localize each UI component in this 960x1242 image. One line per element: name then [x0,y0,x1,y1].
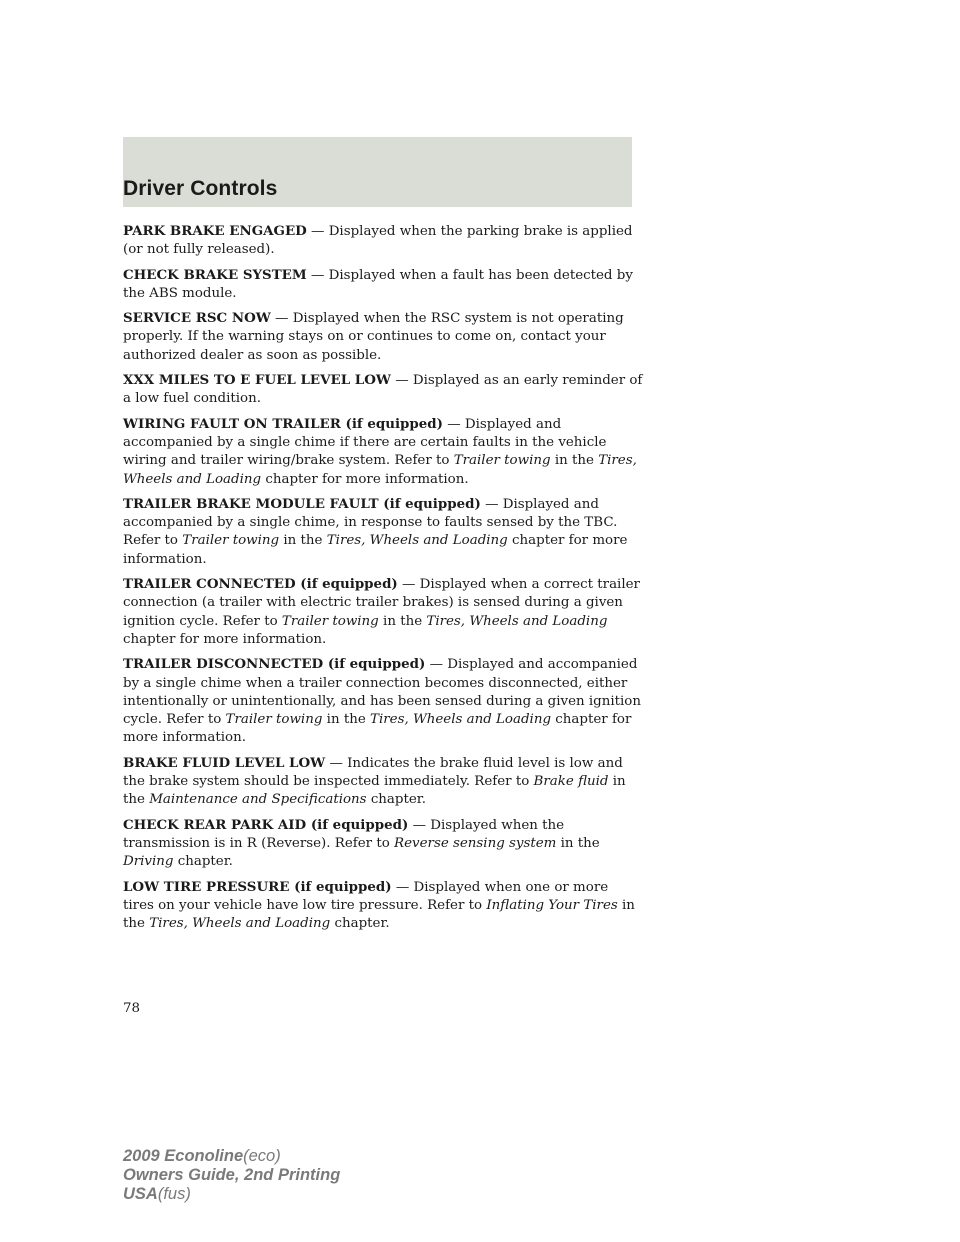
entry-service-rsc-now [123,309,643,365]
entry-text: — Displayed when the transmission is in R (Reverse). Refer to [123,817,565,851]
footer-model-line [123,1147,340,1166]
section-title: Driver Controls [123,177,278,200]
entry-term: TRAILER CONNECTED (if equipped) [123,576,398,593]
chapter-reference: Driving [123,854,174,870]
cross-reference: Trailer towing [453,453,551,469]
entry-term: WIRING FAULT ON TRAILER (if equipped) [123,415,443,432]
cross-reference: Trailer towing [182,533,280,549]
cross-reference: Reverse sensing system [394,835,557,851]
section-header-band [123,137,632,207]
entry-text: in the [283,533,323,549]
entry-term: LOW TIRE PRESSURE (if equipped) [123,878,392,895]
entry-text: chapter. [370,792,426,808]
chapter-reference: Tires, Wheels and Loading [370,712,552,728]
footer-region: USA [123,1185,158,1203]
cross-reference: Trailer towing [225,712,323,728]
entry-text: in the [554,453,594,469]
chapter-reference: Tires, Wheels and Loading [149,916,331,932]
page-number: 78 [123,1001,141,1016]
entry-text: chapter for more information. [123,533,628,567]
entry-fuel-level-low [123,371,643,409]
entry-term: CHECK BRAKE SYSTEM [123,266,307,283]
cross-reference: Trailer towing [281,613,379,629]
entry-text: chapter. [177,854,233,870]
entry-text: in the [383,613,423,629]
chapter-reference: Maintenance and Specifications [149,792,367,808]
chapter-reference: Tires, Wheels and Loading [123,453,637,487]
entry-text: — Displayed as an early reminder of a low fuel condition. [123,373,643,407]
footer-model: 2009 Econoline [123,1147,244,1165]
entry-text: — Displayed when a correct trailer connection (a trailer with electric trailer brakes) is sensed during a given ignition cycle. Refer to [123,577,640,629]
entry-text: chapter for more information. [123,712,632,746]
entry-text: — Displayed and accompanied by a single chime, in response to faults sensed by the TBC. Refer to [123,496,618,549]
entry-text: — Displayed when a fault has been detected by the ABS module. [123,267,633,301]
chapter-reference: Tires, Wheels and Loading [426,613,608,629]
chapter-reference: Tires, Wheels and Loading [326,533,508,549]
footer-region-line [123,1185,340,1204]
entry-text: — Displayed and accompanied by a single chime when a trailer connection becomes disconnected, either intentionally or unintentionally, and has been sensed during a given ignition cycle. Refer to [123,657,641,728]
entry-brake-fluid-level-low [123,754,643,810]
entry-check-rear-park-aid [123,816,643,872]
entry-term: PARK BRAKE ENGAGED [123,223,307,239]
entry-text: in the [123,774,626,808]
cross-reference: Inflating Your Tires [486,897,618,913]
entry-term: XXX MILES TO E FUEL LEVEL LOW [123,372,391,389]
entry-term: CHECK REAR PARK AID (if equipped) [123,816,409,833]
footer-region-code: (fus) [157,1185,191,1203]
entry-text: — Indicates the brake fluid level is low and the brake system should be inspected immediately. Refer to [123,755,623,790]
entry-text: in the [326,712,366,728]
entry-text: — Displayed when the parking brake is applied (or not fully released). [123,224,633,258]
entry-text: chapter for more information. [123,631,327,647]
manual-content [123,222,643,939]
entry-term: BRAKE FLUID LEVEL LOW [123,754,326,771]
entry-text: — Displayed when the RSC system is not operating properly. If the warning stays on or continues to come on, contact your authorized dealer as soon as possible. [123,311,624,363]
entry-term: SERVICE RSC NOW [123,310,271,327]
entry-park-brake-engaged [123,222,643,260]
entry-text: — Displayed when one or more tires on your vehicle have low tire pressure. Refer to [123,879,609,913]
entry-text: in the [123,897,635,932]
cross-reference: Brake fluid [533,774,609,790]
entry-term: TRAILER DISCONNECTED (if equipped) [123,656,426,673]
entry-trailer-disconnected [123,655,643,747]
footer-guide: Owners Guide, 2nd Printing [123,1166,341,1184]
entry-text: — Displayed and accompanied by a single chime if there are certain faults in the vehicle wiring and trailer wiring/brake system. Refer to [123,416,607,469]
entry-term: TRAILER BRAKE MODULE FAULT (if equipped) [123,495,481,512]
entry-check-brake-system [123,266,643,304]
entry-trailer-connected [123,575,643,649]
entry-wiring-fault-on-trailer [123,415,643,489]
footer-model-code: (eco) [243,1147,281,1165]
entry-trailer-brake-module-fault [123,495,643,569]
entry-text: chapter. [334,916,390,932]
entry-text: chapter for more information. [265,471,469,487]
entry-low-tire-pressure [123,878,643,934]
print-footer [123,1147,340,1204]
entry-text: in the [560,835,600,851]
